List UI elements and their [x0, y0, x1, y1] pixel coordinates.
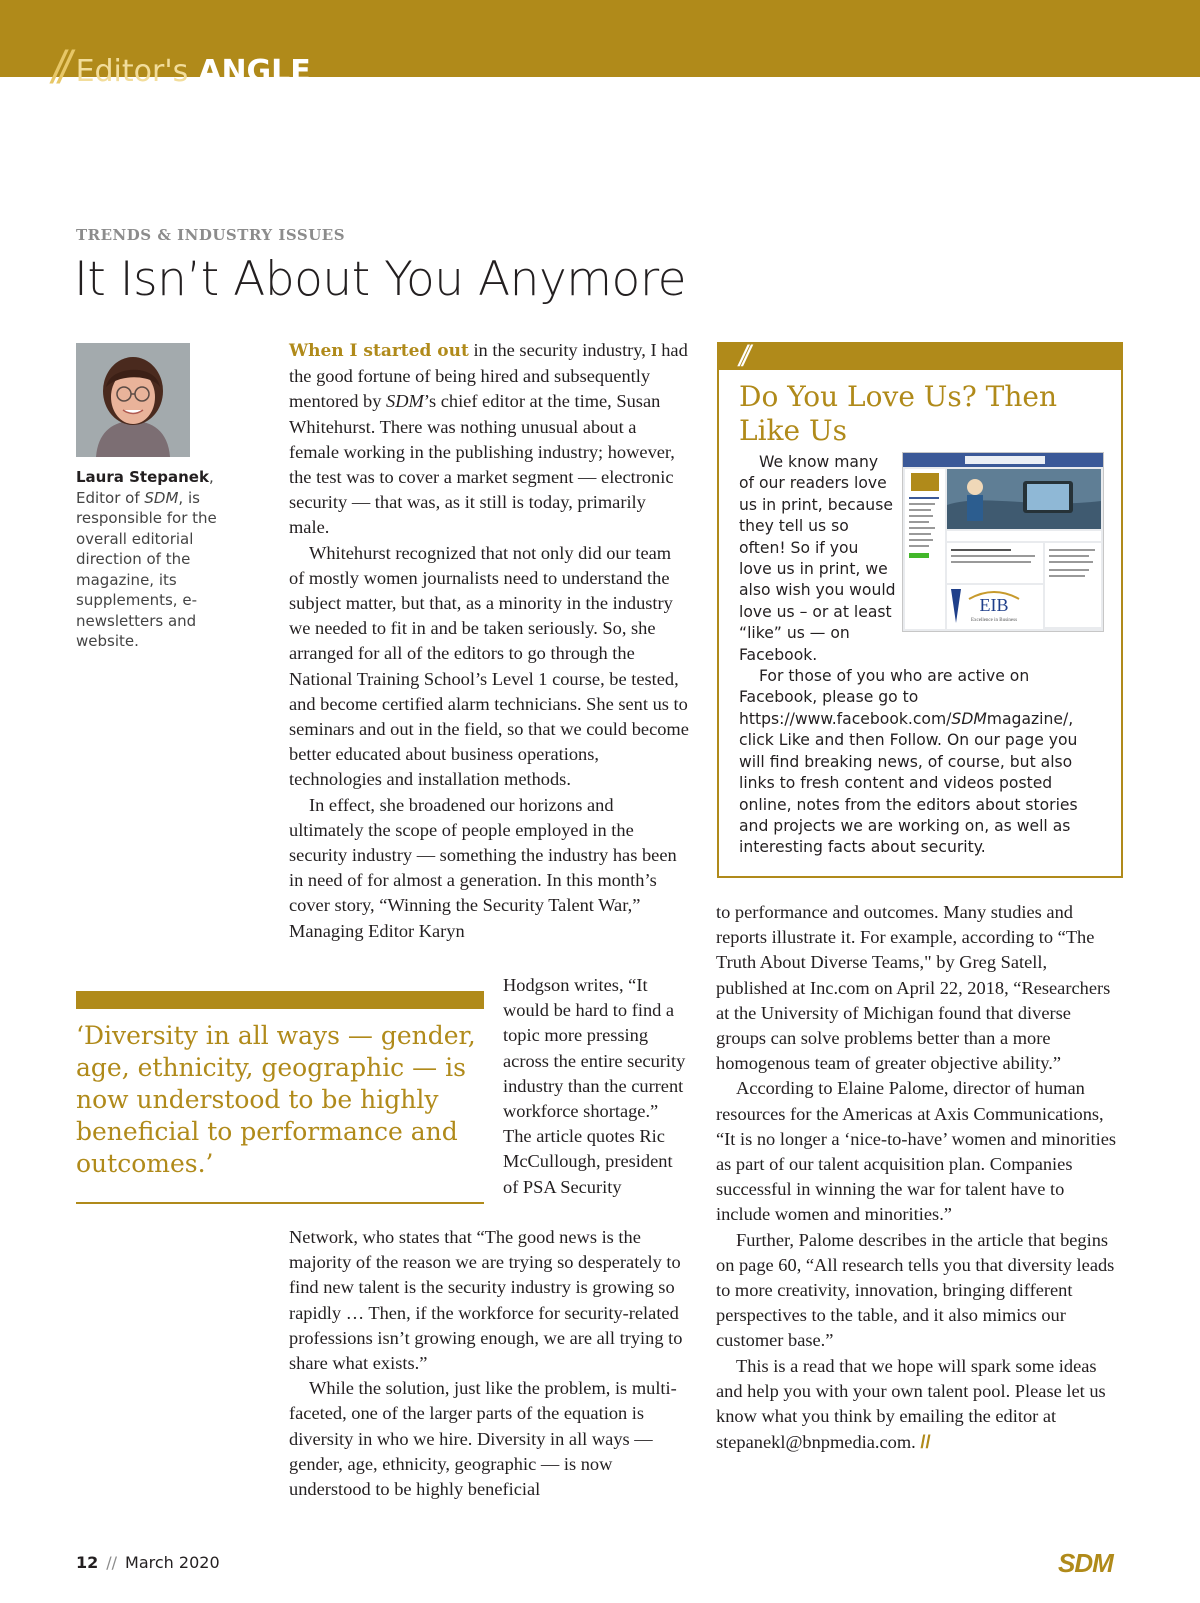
sdm-logo: SDM	[1058, 1548, 1113, 1578]
article-paragraph: In effect, she broadened our horizons and ultimately the scope of people employed in the security industry — something the industry has been in need of for almost a generation. In this month’s cover story, “Winning the Security Talent War,” Managing Editor Karyn	[289, 794, 677, 941]
facebook-sidebar-box	[717, 342, 1123, 878]
end-mark: //	[920, 1431, 931, 1453]
paragraph-text: ’s chief editor at the time, Susan Whitehurst. There was nothing unusual about a female working in the publishing industry; however, the test was to cover a market segment — electronic security — that was, as it still is today, primarily male.	[289, 391, 675, 538]
sidebar-band	[719, 344, 1121, 370]
article-paragraph	[716, 1354, 1121, 1456]
article-lead-in: When I started out	[289, 341, 469, 361]
issue-date: March 2020	[125, 1553, 220, 1572]
paragraph-text: in the security industry, I had the good fortune of being hired and subsequently mentored by	[289, 340, 688, 412]
pull-quote: ‘Diversity in all ways — gender, age, ethnicity, geographic — is now understood to be highly beneficial to performance and outcomes.’	[76, 1021, 476, 1178]
headline: It Isn’t About You Anymore	[74, 252, 687, 307]
article-paragraph	[289, 338, 689, 541]
sidebar-title: Do You Love Us? Then Like Us	[739, 380, 1057, 447]
page-number: 12	[76, 1553, 99, 1572]
author-name: Laura Stepanek	[76, 468, 209, 486]
sidebar-text: For those of you who are active on Facebook, please go to https://www.facebook.com/	[739, 667, 1030, 728]
facebook-page-screenshot	[902, 452, 1104, 632]
article-column-2	[716, 900, 1121, 1455]
bio-text: , Editor of	[76, 468, 214, 507]
eib-ad-tagline: Excellence in Business	[970, 618, 1018, 623]
article-paragraph: Hodgson writes, “It would be hard to find a topic more pressing across the entire security industry than the current workforce shortage.” The article quotes Ric McCullough, president of PSA Security	[503, 975, 686, 1197]
article-paragraph: While the solution, just like the problem, is multi-faceted, one of the larger parts of the equation is diversity in who we hire. Diversity in all ways — gender, age, ethnicity, geographic — is now understood to be highly beneficial	[289, 1378, 677, 1500]
section-name-light: Editor's	[75, 54, 189, 89]
article-paragraph: Network, who states that “The good news is the majority of the reason we are trying so desperately to find new talent is the security industry is growing so rapidly … Then, if the workforce for security-related professions isn’t growing enough, we are all trying to share what exists.”	[289, 1227, 683, 1374]
bio-magazine: SDM	[144, 488, 179, 507]
pull-quote-bar	[76, 991, 484, 1009]
magazine-name: SDM	[386, 391, 424, 412]
sidebar-paragraph: We know many of our readers love us in print, because they tell us so often! So if you love us in print, we also wish you would love us – or at least “like” us — on Facebook.	[739, 453, 896, 664]
magazine-name: SDM	[951, 709, 987, 728]
article-paragraph: to performance and outcomes. Many studies and reports illustrate it. For example, according to “The Truth About Diverse Teams," by Greg Satell, published at Inc.com on April 22, 2018, “Researchers at the University of Michigan found that diverse groups can solve problems better than a more homogenous team of greater objective ability.”	[716, 902, 1111, 1074]
sidebar-text: magazine/, click Like and then Follow. On our page you will find breaking news, of course, but also links to fresh content and videos posted online, notes from the editors about stories and projects we are working on, as well as interesting facts about security.	[739, 709, 1078, 857]
pull-quote-rule	[76, 1202, 484, 1204]
bio-text: , is responsible for the overall editorial direction of the magazine, its supplements, e-newsletters and website.	[76, 488, 217, 650]
kicker: TRENDS & INDUSTRY ISSUES	[76, 226, 346, 244]
article-column-1-lower	[289, 1225, 694, 1502]
footer-separator: //	[106, 1553, 118, 1572]
article-paragraph: Further, Palome describes in the article that begins on page 60, “All research tells you that diversity leads to more creativity, innovation, bringing different perspectives to the table, and it also mimics our customer base.”	[716, 1229, 1115, 1351]
article-paragraph: According to Elaine Palome, director of human resources for the Americas at Axis Communications, “It is no longer a ‘nice-to-have’ women and minorities as part of our talent acquisition plan. Companies successful in winning the war for talent have to include women and minorities.”	[716, 1078, 1117, 1225]
author-bio	[76, 467, 236, 652]
sidebar-slash-mark: //	[739, 340, 746, 373]
header-slash-mark: //	[52, 41, 66, 93]
sidebar-body	[739, 452, 1104, 859]
article-paragraph: Whitehurst recognized that not only did our team of mostly women journalists need to understand the subject matter, but that, as a minority in the industry we needed to fit in and be taken seriously. So, she arranged for all of the editors to go through the National Training School’s Level 1 course, be tested, and become certified alarm technicians. She sent us to seminars and out in the field, so that we could become better educated about business operations, technologies and installation methods.	[289, 542, 689, 790]
sidebar-paragraph	[739, 666, 1104, 859]
paragraph-text: This is a read that we hope will spark some ideas and help you with your own talent pool. Please let us know what you think by emailing the editor at stepanekl@bnpmedia.com.	[716, 1355, 1106, 1453]
page-footer	[76, 1553, 220, 1572]
article-column-narrow	[503, 973, 690, 1200]
section-header	[52, 40, 311, 93]
section-name-bold: ANGLE	[198, 54, 311, 89]
author-photo	[76, 343, 190, 457]
eib-ad-text: EIB	[979, 595, 1009, 615]
article-column-1	[289, 338, 689, 944]
